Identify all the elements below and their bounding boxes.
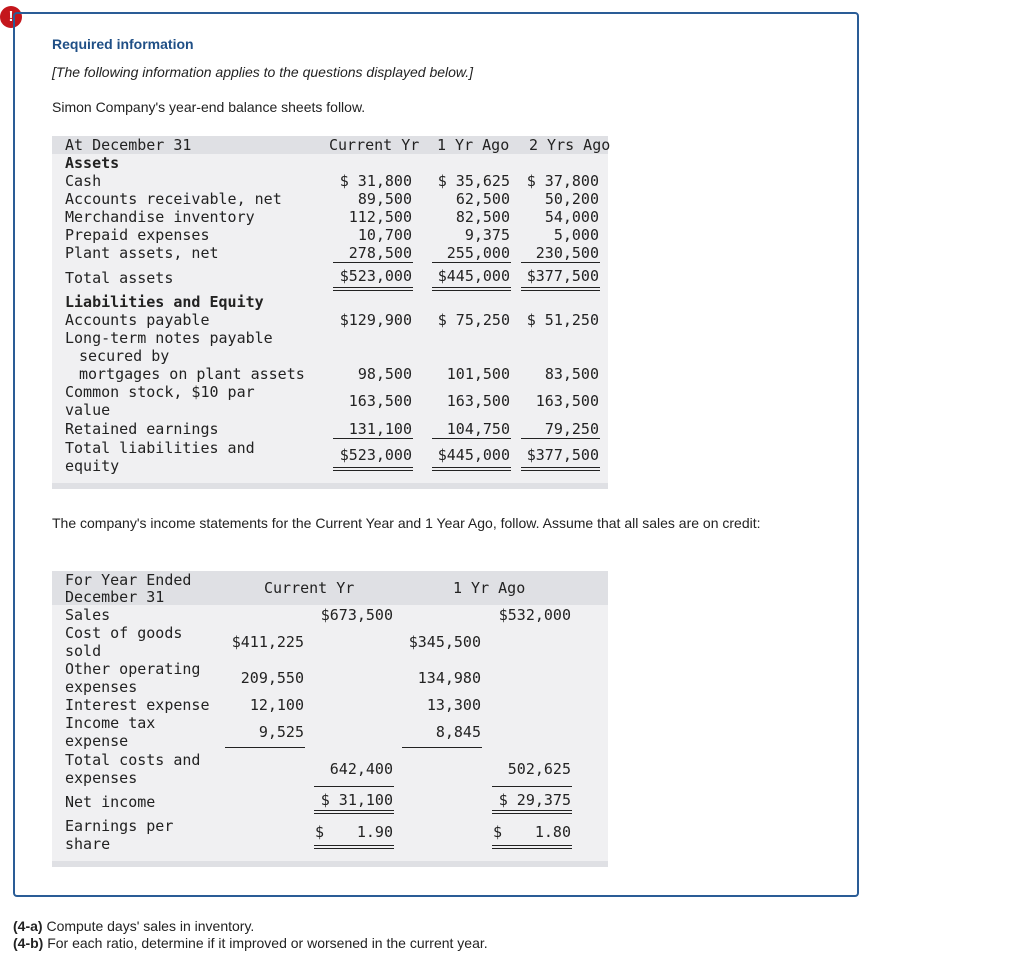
- is-interest-label: Interest expense: [65, 696, 210, 714]
- is-tax-label-2: expense: [65, 732, 129, 750]
- bs-notes-label-3: mortgages on plant assets: [79, 365, 305, 383]
- bs-cell-1yr: 62,500: [455, 190, 510, 208]
- is-sales-ago: $532,000: [498, 606, 571, 624]
- is-eps-label-1: Earnings per: [65, 817, 174, 835]
- question-4a-tag: (4-a): [13, 918, 43, 934]
- bs-footer-band: [52, 483, 608, 489]
- bs-total-assets-2yr: $377,500: [526, 267, 599, 285]
- is-net-income-ago: $ 29,375: [498, 791, 571, 809]
- bs-cell-cur: $129,900: [339, 311, 412, 329]
- is-interest-cur: 12,100: [249, 696, 304, 714]
- is-eps-cur: 1.90: [356, 823, 393, 841]
- is-opex-label-1: Other operating: [65, 660, 201, 678]
- question-4b: [13, 935, 488, 951]
- bs-cell-cur: 89,500: [357, 190, 412, 208]
- bs-cell-cur: 98,500: [357, 365, 412, 383]
- income-statement-table: [52, 571, 581, 867]
- double-underline: [521, 287, 600, 291]
- bs-cell-cur: 131,100: [348, 420, 412, 438]
- bs-notes-label-2: secured by: [79, 347, 170, 365]
- bs-cell-2yr: 50,200: [544, 190, 599, 208]
- is-total-cur: 642,400: [329, 760, 393, 778]
- bs-total-le-label-1: Total liabilities and: [65, 439, 255, 457]
- bs-cell-cur: 112,500: [348, 208, 412, 226]
- double-underline: [492, 810, 572, 814]
- underline: [314, 786, 394, 787]
- bs-row-label: Accounts receivable, net: [65, 190, 282, 208]
- is-total-label-1: Total costs and: [65, 751, 201, 769]
- bs-total-le-1yr: $445,000: [437, 446, 510, 464]
- bs-stock-label-2: value: [65, 401, 111, 419]
- is-total-label-2: expenses: [65, 769, 138, 787]
- double-underline: [333, 467, 413, 471]
- is-cogs-cur: $411,225: [231, 633, 304, 651]
- bs-cell-2yr: $ 37,800: [526, 172, 599, 190]
- bs-row-label: Cash: [65, 172, 102, 190]
- double-underline: [314, 845, 394, 849]
- is-eps-ago: 1.80: [534, 823, 571, 841]
- balance-sheet-table: [52, 136, 611, 489]
- bs-cell-cur: 10,700: [357, 226, 412, 244]
- bs-cell-2yr: $ 51,250: [526, 311, 599, 329]
- bs-liab-heading: Liabilities and Equity: [65, 293, 264, 311]
- bs-total-assets-label: Total assets: [65, 269, 174, 287]
- underline: [521, 438, 600, 439]
- bs-stock-label-1: Common stock, $10 par: [65, 383, 255, 401]
- income-statement-intro: The company's income statements for the Current Year and 1 Year Ago, follow. Assume that all sales are on credit:: [52, 515, 761, 531]
- is-tax-ago: 8,845: [435, 723, 481, 741]
- is-opex-ago: 134,980: [417, 669, 481, 687]
- underline: [402, 747, 482, 748]
- double-underline: [333, 287, 413, 291]
- is-net-income-cur: $ 31,100: [320, 791, 393, 809]
- bs-header-2yr: 2 Yrs Ago: [529, 136, 611, 154]
- required-info-subtitle: [The following information applies to the questions displayed below.]: [52, 64, 474, 80]
- is-opex-cur: 209,550: [240, 669, 304, 687]
- question-4a-text: Compute days' sales in inventory.: [46, 918, 255, 934]
- is-header-label-1: For Year Ended: [65, 571, 192, 589]
- is-eps-cur-symbol: $: [315, 823, 325, 841]
- double-underline: [432, 467, 511, 471]
- bs-cell-cur: $ 31,800: [339, 172, 412, 190]
- bs-cell-1yr: 101,500: [446, 365, 510, 383]
- bs-assets-heading: Assets: [65, 154, 120, 172]
- underline: [432, 438, 511, 439]
- bs-cell-2yr: 230,500: [535, 244, 599, 262]
- bs-total-le-label-2: equity: [65, 457, 120, 475]
- is-header-current: Current Yr: [264, 579, 355, 597]
- bs-cell-cur: 163,500: [348, 392, 412, 410]
- bs-row-label: Plant assets, net: [65, 244, 219, 262]
- bs-cell-1yr: $ 75,250: [437, 311, 510, 329]
- bs-header-label: At December 31: [65, 136, 192, 154]
- underline: [521, 262, 600, 263]
- is-tax-cur: 9,525: [258, 723, 304, 741]
- bs-cell-1yr: 163,500: [446, 392, 510, 410]
- bs-cell-1yr: 255,000: [446, 244, 510, 262]
- is-cogs-label-2: sold: [65, 642, 102, 660]
- double-underline: [492, 845, 572, 849]
- double-underline: [314, 810, 394, 814]
- is-sales-cur: $673,500: [320, 606, 393, 624]
- bs-retained-label: Retained earnings: [65, 420, 219, 438]
- is-cogs-label-1: Cost of goods: [65, 624, 183, 642]
- bs-total-le-2yr: $377,500: [526, 446, 599, 464]
- is-header-label-2: December 31: [65, 588, 165, 606]
- underline: [333, 438, 413, 439]
- double-underline: [521, 467, 600, 471]
- question-4b-text: For each ratio, determine if it improved or worsened in the current year.: [47, 935, 488, 951]
- bs-row-label: Prepaid expenses: [65, 226, 210, 244]
- bs-header-1yr: 1 Yr Ago: [437, 136, 510, 154]
- bs-cell-2yr: 83,500: [544, 365, 599, 383]
- bs-cell-2yr: 5,000: [553, 226, 599, 244]
- is-eps-ago-symbol: $: [493, 823, 503, 841]
- underline: [333, 262, 413, 263]
- double-underline: [432, 287, 511, 291]
- underline: [225, 747, 305, 748]
- bs-cell-2yr: 163,500: [535, 392, 599, 410]
- is-footer-band: [52, 861, 608, 867]
- bs-row-label: Merchandise inventory: [65, 208, 255, 226]
- is-interest-ago: 13,300: [426, 696, 481, 714]
- balance-sheet-intro: Simon Company's year-end balance sheets follow.: [52, 99, 366, 115]
- bs-ap-label: Accounts payable: [65, 311, 210, 329]
- bs-total-assets-1yr: $445,000: [437, 267, 510, 285]
- is-total-ago: 502,625: [507, 760, 571, 778]
- bs-cell-2yr: 54,000: [544, 208, 599, 226]
- is-sales-label: Sales: [65, 606, 111, 624]
- bs-cell-1yr: 9,375: [464, 226, 510, 244]
- underline: [492, 786, 572, 787]
- bs-total-le-cur: $523,000: [339, 446, 412, 464]
- bs-notes-label-1: Long-term notes payable: [65, 329, 273, 347]
- bs-header-current: Current Yr: [329, 136, 420, 154]
- question-4b-tag: (4-b): [13, 935, 44, 951]
- bs-cell-1yr: $ 35,625: [437, 172, 510, 190]
- is-cogs-ago: $345,500: [408, 633, 481, 651]
- underline: [432, 262, 511, 263]
- bs-total-assets-cur: $523,000: [339, 267, 412, 285]
- is-header-1yr: 1 Yr Ago: [453, 579, 526, 597]
- bs-cell-cur: 278,500: [348, 244, 412, 262]
- is-net-income-label: Net income: [65, 793, 156, 811]
- alert-icon: !: [0, 6, 22, 28]
- is-opex-label-2: expenses: [65, 678, 138, 696]
- is-tax-label-1: Income tax: [65, 714, 156, 732]
- bs-cell-1yr: 82,500: [455, 208, 510, 226]
- bs-cell-1yr: 104,750: [446, 420, 510, 438]
- required-info-title: Required information: [52, 36, 194, 52]
- question-4a: [13, 918, 254, 934]
- is-eps-label-2: share: [65, 835, 111, 853]
- bs-cell-2yr: 79,250: [544, 420, 599, 438]
